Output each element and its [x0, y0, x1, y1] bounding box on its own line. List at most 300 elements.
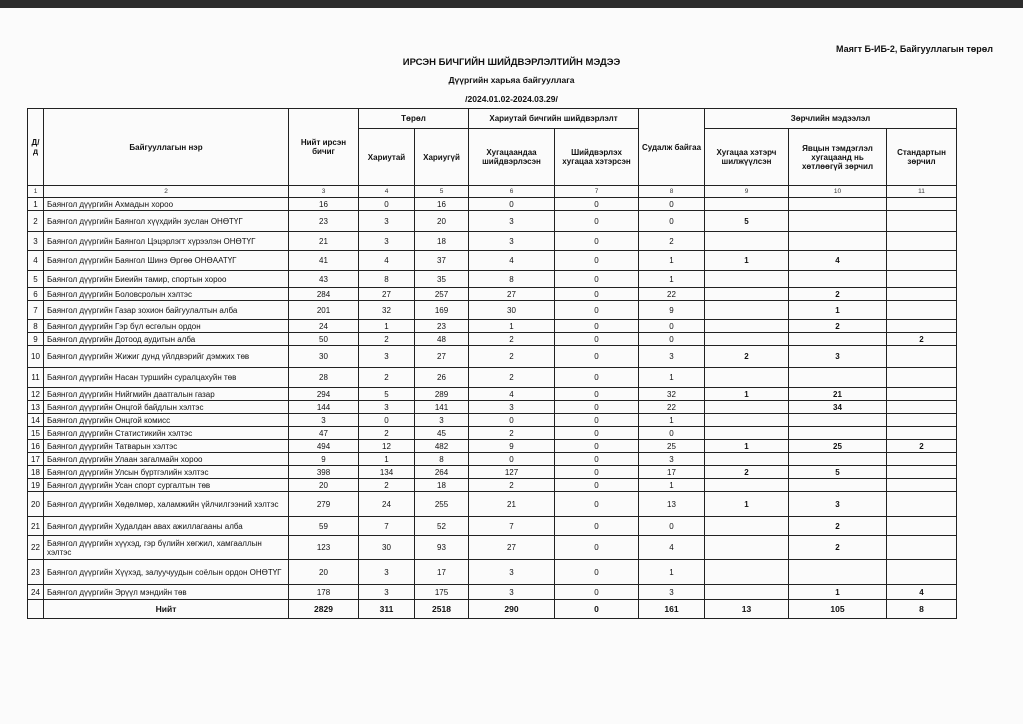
scan-top-band — [0, 0, 1023, 8]
table-row — [28, 492, 957, 517]
table-row — [28, 536, 957, 560]
cell-resolved-ontime: 27 — [469, 288, 555, 301]
table-row — [28, 251, 957, 271]
cell-under-review: 0 — [639, 320, 705, 333]
cell-noreply: 37 — [415, 251, 469, 271]
cell-viol-overdue: 1 — [705, 388, 789, 401]
cell-total: 20 — [289, 479, 359, 492]
report-table — [27, 108, 957, 619]
table-row — [28, 368, 957, 388]
header-type-reply: Хариутай — [359, 129, 415, 186]
cell-resolved-ontime: 2 — [469, 333, 555, 346]
row-number: 12 — [28, 388, 44, 401]
cell-resolved-ontime: 7 — [469, 517, 555, 536]
row-number: 23 — [28, 560, 44, 585]
cell-resolved-ontime: 3 — [469, 232, 555, 251]
cell-noreply: 93 — [415, 536, 469, 560]
cell-under-review: 4 — [639, 536, 705, 560]
cell-resolved-ontime: 3 — [469, 560, 555, 585]
totals-late: 0 — [555, 600, 639, 619]
cell-resolved-late: 0 — [555, 517, 639, 536]
cell-viol-overdue — [705, 301, 789, 320]
row-number: 20 — [28, 492, 44, 517]
cell-noreply: 52 — [415, 517, 469, 536]
cell-noreply: 255 — [415, 492, 469, 517]
org-name: Баянгол дүүргийн Статистикийн хэлтэс — [44, 427, 289, 440]
cell-viol-mark: 1 — [789, 585, 887, 600]
header-viol-standard: Стандартын зөрчил — [887, 129, 957, 186]
table-row — [28, 288, 957, 301]
cell-viol-standard: 2 — [887, 333, 957, 346]
cell-viol-standard: 2 — [887, 440, 957, 453]
cell-resolved-late: 0 — [555, 251, 639, 271]
cell-viol-mark: 2 — [789, 320, 887, 333]
cell-total: 3 — [289, 414, 359, 427]
row-number: 15 — [28, 427, 44, 440]
cell-viol-overdue: 2 — [705, 346, 789, 368]
cell-resolved-late: 0 — [555, 492, 639, 517]
cell-resolved-late: 0 — [555, 536, 639, 560]
table-row — [28, 401, 957, 414]
cell-viol-overdue — [705, 427, 789, 440]
cell-viol-mark — [789, 560, 887, 585]
totals-viol-mark: 105 — [789, 600, 887, 619]
row-number: 22 — [28, 536, 44, 560]
column-index: 5 — [415, 186, 469, 198]
report-period: /2024.01.02-2024.03.29/ — [465, 94, 558, 104]
org-name: Баянгол дүүргийн Биеийн тамир, спортын хороо — [44, 271, 289, 288]
cell-viol-overdue — [705, 271, 789, 288]
cell-under-review: 0 — [639, 333, 705, 346]
row-number: 6 — [28, 288, 44, 301]
org-name: Баянгол дүүргийн хүүхэд, гэр бүлийн хөгжил, хамгааллын хэлтэс — [44, 536, 289, 560]
totals-viol-overdue: 13 — [705, 600, 789, 619]
column-index: 8 — [639, 186, 705, 198]
table-row — [28, 320, 957, 333]
table-row — [28, 453, 957, 466]
org-name: Баянгол дүүргийн Ахмадын хороо — [44, 198, 289, 211]
cell-viol-mark: 34 — [789, 401, 887, 414]
row-number: 21 — [28, 517, 44, 536]
column-index: 11 — [887, 186, 957, 198]
totals-label: Нийт — [44, 600, 289, 619]
table-row — [28, 232, 957, 251]
org-name: Баянгол дүүргийн Насан туршийн суралцахуйн төв — [44, 368, 289, 388]
totals-total: 2829 — [289, 600, 359, 619]
table-row — [28, 301, 957, 320]
table-row — [28, 440, 957, 453]
row-number: 1 — [28, 198, 44, 211]
cell-under-review: 2 — [639, 232, 705, 251]
table-row — [28, 414, 957, 427]
cell-noreply: 26 — [415, 368, 469, 388]
org-name: Баянгол дүүргийн Усан спорт сургалтын төв — [44, 479, 289, 492]
cell-under-review: 25 — [639, 440, 705, 453]
cell-resolved-late: 0 — [555, 368, 639, 388]
column-index: 9 — [705, 186, 789, 198]
row-number: 9 — [28, 333, 44, 346]
report-sheet — [27, 108, 957, 619]
cell-resolved-ontime: 3 — [469, 401, 555, 414]
cell-viol-standard — [887, 560, 957, 585]
org-name: Баянгол дүүргийн Дотоод аудитын алба — [44, 333, 289, 346]
cell-noreply: 45 — [415, 427, 469, 440]
cell-viol-mark: 4 — [789, 251, 887, 271]
totals-ontime: 290 — [469, 600, 555, 619]
cell-reply: 0 — [359, 414, 415, 427]
cell-resolved-ontime: 2 — [469, 479, 555, 492]
cell-total: 43 — [289, 271, 359, 288]
table-row — [28, 333, 957, 346]
row-number: 3 — [28, 232, 44, 251]
org-name: Баянгол дүүргийн Хөдөлмөр, халамжийн үйлчилгээний хэлтэс — [44, 492, 289, 517]
cell-reply: 32 — [359, 301, 415, 320]
org-name: Баянгол дүүргийн Газар зохион байгуулалтын алба — [44, 301, 289, 320]
cell-under-review: 22 — [639, 288, 705, 301]
cell-viol-mark: 2 — [789, 536, 887, 560]
cell-viol-standard — [887, 466, 957, 479]
table-row — [28, 517, 957, 536]
cell-reply: 2 — [359, 333, 415, 346]
cell-resolved-late: 0 — [555, 288, 639, 301]
report-rows — [28, 198, 957, 600]
cell-total: 24 — [289, 320, 359, 333]
cell-total: 494 — [289, 440, 359, 453]
column-index: 7 — [555, 186, 639, 198]
cell-total: 30 — [289, 346, 359, 368]
table-row — [28, 585, 957, 600]
cell-viol-standard — [887, 492, 957, 517]
cell-total: 47 — [289, 427, 359, 440]
totals-review: 161 — [639, 600, 705, 619]
table-row — [28, 427, 957, 440]
cell-reply: 3 — [359, 232, 415, 251]
cell-noreply: 175 — [415, 585, 469, 600]
org-name: Баянгол дүүргийн Татварын хэлтэс — [44, 440, 289, 453]
cell-reply: 3 — [359, 560, 415, 585]
org-name: Баянгол дүүргийн Онцгой байдлын хэлтэс — [44, 401, 289, 414]
cell-total: 279 — [289, 492, 359, 517]
cell-resolved-ontime: 21 — [469, 492, 555, 517]
cell-viol-mark — [789, 479, 887, 492]
cell-noreply: 8 — [415, 453, 469, 466]
cell-viol-standard — [887, 536, 957, 560]
cell-total: 50 — [289, 333, 359, 346]
header-total-in: Нийт ирсэн бичиг — [289, 109, 359, 186]
cell-viol-standard — [887, 479, 957, 492]
totals-viol-standard: 8 — [887, 600, 957, 619]
cell-reply: 1 — [359, 320, 415, 333]
cell-noreply: 257 — [415, 288, 469, 301]
cell-viol-mark — [789, 414, 887, 427]
cell-reply: 2 — [359, 427, 415, 440]
cell-total: 201 — [289, 301, 359, 320]
report-title: ИРСЭН БИЧГИЙН ШИЙДВЭРЛЭЛТИЙН МЭДЭЭ — [402, 57, 621, 68]
row-number: 24 — [28, 585, 44, 600]
cell-viol-overdue — [705, 479, 789, 492]
cell-total: 28 — [289, 368, 359, 388]
table-row — [28, 211, 957, 232]
cell-reply: 24 — [359, 492, 415, 517]
cell-noreply: 169 — [415, 301, 469, 320]
cell-resolved-ontime: 4 — [469, 251, 555, 271]
cell-under-review: 1 — [639, 271, 705, 288]
cell-viol-standard — [887, 388, 957, 401]
cell-viol-standard — [887, 232, 957, 251]
row-number: 5 — [28, 271, 44, 288]
cell-resolved-late: 0 — [555, 198, 639, 211]
cell-resolved-late: 0 — [555, 479, 639, 492]
cell-reply: 30 — [359, 536, 415, 560]
cell-viol-standard: 4 — [887, 585, 957, 600]
header-no: Д/д — [28, 109, 44, 186]
cell-reply: 7 — [359, 517, 415, 536]
column-index: 10 — [789, 186, 887, 198]
header-resolved-ontime: Хугацаандаа шийдвэрлэсэн — [469, 129, 555, 186]
cell-viol-mark — [789, 368, 887, 388]
cell-viol-standard — [887, 198, 957, 211]
cell-reply: 3 — [359, 346, 415, 368]
cell-noreply: 35 — [415, 271, 469, 288]
cell-reply: 4 — [359, 251, 415, 271]
column-index: 2 — [44, 186, 289, 198]
cell-reply: 5 — [359, 388, 415, 401]
header-group-violation: Зөрчлийн мэдээлэл — [705, 109, 957, 129]
cell-noreply: 23 — [415, 320, 469, 333]
cell-resolved-late: 0 — [555, 440, 639, 453]
cell-viol-standard — [887, 414, 957, 427]
header-resolved-late: Шийдвэрлэх хугацаа хэтэрсэн — [555, 129, 639, 186]
cell-viol-mark — [789, 427, 887, 440]
cell-viol-mark: 2 — [789, 517, 887, 536]
cell-viol-standard — [887, 251, 957, 271]
cell-viol-overdue — [705, 333, 789, 346]
cell-resolved-ontime: 2 — [469, 427, 555, 440]
cell-noreply: 18 — [415, 479, 469, 492]
cell-noreply: 20 — [415, 211, 469, 232]
cell-total: 9 — [289, 453, 359, 466]
cell-viol-standard — [887, 427, 957, 440]
cell-viol-overdue — [705, 560, 789, 585]
cell-resolved-ontime: 127 — [469, 466, 555, 479]
table-row — [28, 388, 957, 401]
cell-viol-overdue — [705, 368, 789, 388]
cell-resolved-late: 0 — [555, 453, 639, 466]
row-number: 17 — [28, 453, 44, 466]
cell-viol-mark — [789, 453, 887, 466]
cell-viol-standard — [887, 517, 957, 536]
cell-viol-overdue: 2 — [705, 466, 789, 479]
cell-noreply: 17 — [415, 560, 469, 585]
cell-viol-overdue: 1 — [705, 492, 789, 517]
cell-resolved-ontime: 4 — [469, 388, 555, 401]
row-number: 14 — [28, 414, 44, 427]
cell-viol-overdue — [705, 585, 789, 600]
org-name: Баянгол дүүргийн Улсын бүртгэлийн хэлтэс — [44, 466, 289, 479]
cell-reply: 3 — [359, 211, 415, 232]
cell-under-review: 1 — [639, 479, 705, 492]
column-index: 6 — [469, 186, 555, 198]
cell-resolved-ontime: 9 — [469, 440, 555, 453]
table-row — [28, 479, 957, 492]
cell-reply: 2 — [359, 479, 415, 492]
cell-resolved-late: 0 — [555, 271, 639, 288]
cell-reply: 3 — [359, 401, 415, 414]
cell-under-review: 3 — [639, 585, 705, 600]
cell-noreply: 18 — [415, 232, 469, 251]
cell-viol-standard — [887, 211, 957, 232]
cell-resolved-ontime: 27 — [469, 536, 555, 560]
org-name: Баянгол дүүргийн Эрүүл мэндийн төв — [44, 585, 289, 600]
cell-resolved-ontime: 2 — [469, 368, 555, 388]
header-org: Байгууллагын нэр — [44, 109, 289, 186]
row-number: 11 — [28, 368, 44, 388]
cell-viol-overdue: 1 — [705, 251, 789, 271]
cell-under-review: 1 — [639, 414, 705, 427]
cell-viol-overdue: 5 — [705, 211, 789, 232]
totals-reply: 311 — [359, 600, 415, 619]
cell-viol-standard — [887, 346, 957, 368]
cell-viol-standard — [887, 320, 957, 333]
cell-total: 59 — [289, 517, 359, 536]
header-group-resolved: Хариутай бичгийн шийдвэрлэлт — [469, 109, 639, 129]
cell-under-review: 22 — [639, 401, 705, 414]
cell-noreply: 3 — [415, 414, 469, 427]
org-name: Баянгол дүүргийн Боловсролын хэлтэс — [44, 288, 289, 301]
cell-under-review: 3 — [639, 453, 705, 466]
cell-viol-overdue — [705, 414, 789, 427]
org-name: Баянгол дүүргийн Гэр бүл өсгөлын ордон — [44, 320, 289, 333]
cell-viol-standard — [887, 453, 957, 466]
cell-resolved-ontime: 8 — [469, 271, 555, 288]
row-number: 13 — [28, 401, 44, 414]
cell-total: 20 — [289, 560, 359, 585]
cell-noreply: 27 — [415, 346, 469, 368]
org-name: Баянгол дүүргийн Баянгол хүүхдийн зуслан ОНӨТҮГ — [44, 211, 289, 232]
cell-viol-standard — [887, 401, 957, 414]
cell-noreply: 141 — [415, 401, 469, 414]
cell-total: 23 — [289, 211, 359, 232]
cell-noreply: 289 — [415, 388, 469, 401]
cell-noreply: 482 — [415, 440, 469, 453]
cell-viol-mark — [789, 232, 887, 251]
cell-viol-mark: 3 — [789, 346, 887, 368]
column-index: 1 — [28, 186, 44, 198]
row-number: 16 — [28, 440, 44, 453]
header-viol-mark: Явцын тэмдэглэл хугацаанд нь хөтлөөгүй зөрчил — [789, 129, 887, 186]
cell-noreply: 264 — [415, 466, 469, 479]
report-subtitle: Дүүргийн харьяа байгууллага — [448, 75, 575, 85]
cell-under-review: 1 — [639, 368, 705, 388]
org-name: Баянгол дүүргийн Худалдан авах ажиллагааны алба — [44, 517, 289, 536]
cell-reply: 27 — [359, 288, 415, 301]
cell-resolved-late: 0 — [555, 466, 639, 479]
cell-reply: 3 — [359, 585, 415, 600]
cell-viol-mark — [789, 333, 887, 346]
org-name: Баянгол дүүргийн Онцгой комисс — [44, 414, 289, 427]
cell-resolved-late: 0 — [555, 301, 639, 320]
cell-resolved-ontime: 0 — [469, 198, 555, 211]
cell-total: 284 — [289, 288, 359, 301]
column-index-row — [28, 186, 957, 198]
header-type-noreply: Хариугүй — [415, 129, 469, 186]
cell-viol-overdue: 1 — [705, 440, 789, 453]
cell-under-review: 0 — [639, 211, 705, 232]
row-number: 10 — [28, 346, 44, 368]
row-number: 2 — [28, 211, 44, 232]
cell-viol-overdue — [705, 320, 789, 333]
cell-total: 144 — [289, 401, 359, 414]
org-name: Баянгол дүүргийн Жижиг дунд үйлдвэрийг дэмжих төв — [44, 346, 289, 368]
cell-resolved-ontime: 30 — [469, 301, 555, 320]
table-row — [28, 271, 957, 288]
row-number: 4 — [28, 251, 44, 271]
cell-total: 123 — [289, 536, 359, 560]
cell-reply: 8 — [359, 271, 415, 288]
cell-viol-mark — [789, 211, 887, 232]
cell-total: 41 — [289, 251, 359, 271]
cell-viol-mark: 3 — [789, 492, 887, 517]
column-index: 3 — [289, 186, 359, 198]
cell-viol-standard — [887, 288, 957, 301]
cell-resolved-ontime: 1 — [469, 320, 555, 333]
cell-viol-standard — [887, 368, 957, 388]
cell-reply: 134 — [359, 466, 415, 479]
cell-viol-mark — [789, 198, 887, 211]
cell-resolved-late: 0 — [555, 320, 639, 333]
totals-row — [28, 600, 957, 619]
cell-resolved-ontime: 3 — [469, 211, 555, 232]
cell-under-review: 0 — [639, 198, 705, 211]
row-number: 8 — [28, 320, 44, 333]
cell-total: 16 — [289, 198, 359, 211]
form-code: Маягт Б-ИБ-2, Байгууллагын төрөл — [835, 44, 993, 54]
table-row — [28, 466, 957, 479]
cell-resolved-ontime: 0 — [469, 414, 555, 427]
cell-viol-overdue — [705, 288, 789, 301]
cell-under-review: 9 — [639, 301, 705, 320]
cell-viol-mark: 1 — [789, 301, 887, 320]
cell-resolved-ontime: 3 — [469, 585, 555, 600]
cell-reply: 1 — [359, 453, 415, 466]
row-number: 18 — [28, 466, 44, 479]
cell-under-review: 13 — [639, 492, 705, 517]
column-index: 4 — [359, 186, 415, 198]
cell-resolved-late: 0 — [555, 388, 639, 401]
table-row — [28, 346, 957, 368]
cell-under-review: 17 — [639, 466, 705, 479]
cell-viol-mark — [789, 271, 887, 288]
cell-under-review: 1 — [639, 251, 705, 271]
cell-viol-overdue — [705, 517, 789, 536]
cell-viol-mark: 2 — [789, 288, 887, 301]
cell-resolved-ontime: 2 — [469, 346, 555, 368]
org-name: Баянгол дүүргийн Баянгол Шинэ Өргөө ОНӨААТҮГ — [44, 251, 289, 271]
cell-noreply: 48 — [415, 333, 469, 346]
org-name: Баянгол дүүргийн Хүүхэд, залуучуудын соёлын ордон ОНӨТҮГ — [44, 560, 289, 585]
cell-noreply: 16 — [415, 198, 469, 211]
cell-viol-overdue — [705, 198, 789, 211]
cell-resolved-late: 0 — [555, 232, 639, 251]
cell-resolved-late: 0 — [555, 560, 639, 585]
row-number: 19 — [28, 479, 44, 492]
cell-viol-standard — [887, 301, 957, 320]
cell-resolved-late: 0 — [555, 414, 639, 427]
cell-total: 294 — [289, 388, 359, 401]
org-name: Баянгол дүүргийн Нийгмийн даатгалын газар — [44, 388, 289, 401]
table-row — [28, 198, 957, 211]
cell-under-review: 32 — [639, 388, 705, 401]
